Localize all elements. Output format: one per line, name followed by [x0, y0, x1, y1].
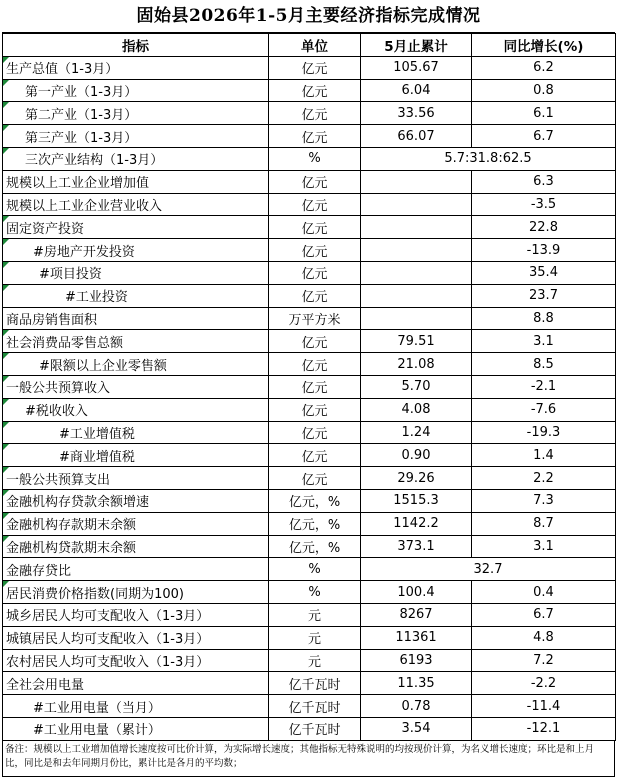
cell-unit[interactable]: 亿元	[269, 398, 361, 421]
cell-cumulative[interactable]: 11.35	[361, 672, 472, 695]
table-row	[3, 193, 616, 216]
table-row	[3, 672, 616, 695]
cell-cumulative[interactable]: 3.54	[361, 717, 472, 740]
cell-cumulative[interactable]	[361, 216, 472, 239]
cell-growth[interactable]: 23.7	[472, 284, 616, 307]
cell-unit[interactable]: 亿千瓦时	[269, 717, 361, 740]
cell-cumulative[interactable]: 0.90	[361, 444, 472, 467]
cell-growth[interactable]: 22.8	[472, 216, 616, 239]
cell-unit[interactable]: 亿元	[269, 102, 361, 125]
cell-growth[interactable]: 6.7	[472, 125, 616, 148]
table-row	[3, 284, 616, 307]
cell-cumulative[interactable]: 1.24	[361, 421, 472, 444]
footnote: 备注：规模以上工业增加值增长速度按可比价计算，为实际增长速度；其他指标无特殊说明的均按现价计算，为名义增长速度；环比是和上月比，同比是和去年同期月份比，累计比是各月的平均数；	[2, 741, 615, 777]
cell-indicator[interactable]: #房地产开发投资	[3, 239, 269, 262]
cell-growth[interactable]: 7.2	[472, 649, 616, 672]
table-row	[3, 512, 616, 535]
cell-indicator[interactable]: #工业投资	[3, 284, 269, 307]
table-row	[3, 626, 616, 649]
table-row	[3, 467, 616, 490]
spreadsheet	[2, 0, 615, 777]
cell-growth[interactable]: -2.1	[472, 375, 616, 398]
cell-growth[interactable]: 0.4	[472, 581, 616, 604]
table-row	[3, 375, 616, 398]
cell-unit[interactable]: 亿元	[269, 239, 361, 262]
cell-growth[interactable]: 1.4	[472, 444, 616, 467]
cell-growth[interactable]: -7.6	[472, 398, 616, 421]
cell-unit[interactable]: 亿元	[269, 330, 361, 353]
cell-cumulative[interactable]	[361, 170, 472, 193]
page-title: 固始县2026年1-5月主要经济指标完成情况	[2, 0, 615, 33]
header-growth: 同比增长(%)	[472, 34, 616, 57]
cell-indicator[interactable]: #税收收入	[3, 398, 269, 421]
table-row	[3, 239, 616, 262]
cell-cumulative[interactable]: 11361	[361, 626, 472, 649]
cell-cumulative[interactable]: 21.08	[361, 353, 472, 376]
cell-growth[interactable]: 6.3	[472, 170, 616, 193]
cell-unit[interactable]: %	[269, 558, 361, 581]
cell-growth[interactable]: -11.4	[472, 695, 616, 718]
table-row	[3, 649, 616, 672]
cell-indicator[interactable]: 居民消费价格指数(同期为100)	[3, 581, 269, 604]
cell-growth[interactable]: 6.7	[472, 603, 616, 626]
table-row	[3, 717, 616, 740]
cell-unit[interactable]: 亿元	[269, 261, 361, 284]
table-row	[3, 56, 616, 79]
cell-indicator[interactable]: 农村居民人均可支配收入（1-3月）	[3, 649, 269, 672]
cell-unit[interactable]: 亿元	[269, 444, 361, 467]
cell-unit[interactable]: 亿元	[269, 125, 361, 148]
table-row	[3, 398, 616, 421]
table-row	[3, 444, 616, 467]
cell-indicator[interactable]: 一般公共预算支出	[3, 467, 269, 490]
table-row	[3, 170, 616, 193]
cell-growth[interactable]: 3.1	[472, 330, 616, 353]
cell-cumulative[interactable]: 1142.2	[361, 512, 472, 535]
cell-indicator[interactable]: 全社会用电量	[3, 672, 269, 695]
table-row	[3, 603, 616, 626]
cell-cumulative[interactable]: 8267	[361, 603, 472, 626]
cell-unit[interactable]: 元	[269, 626, 361, 649]
cell-unit[interactable]: 亿元	[269, 353, 361, 376]
table-row	[3, 261, 616, 284]
table-row	[3, 330, 616, 353]
cell-cumulative[interactable]: 100.4	[361, 581, 472, 604]
cell-merged-value[interactable]: 32.7	[361, 558, 616, 581]
cell-indicator[interactable]: 金融机构贷款期末余额	[3, 535, 269, 558]
table-row	[3, 535, 616, 558]
cell-growth[interactable]: 0.8	[472, 79, 616, 102]
cell-unit[interactable]: 亿元	[269, 193, 361, 216]
cell-unit[interactable]: 亿元	[269, 170, 361, 193]
cell-indicator[interactable]: 社会消费品零售总额	[3, 330, 269, 353]
cell-cumulative[interactable]	[361, 193, 472, 216]
cell-indicator[interactable]: 第二产业（1-3月）	[3, 102, 269, 125]
cell-indicator[interactable]: 第一产业（1-3月）	[3, 79, 269, 102]
cell-cumulative[interactable]: 66.07	[361, 125, 472, 148]
cell-indicator[interactable]: 一般公共预算收入	[3, 375, 269, 398]
cell-indicator[interactable]: #限额以上企业零售额	[3, 353, 269, 376]
cell-indicator[interactable]: 规模以上工业企业增加值	[3, 170, 269, 193]
cell-unit[interactable]: 亿元	[269, 216, 361, 239]
cell-cumulative[interactable]: 33.56	[361, 102, 472, 125]
table-row	[3, 558, 616, 581]
header-cumulative: 5月止累计	[361, 34, 472, 57]
cell-unit[interactable]: 元	[269, 649, 361, 672]
cell-indicator[interactable]: 金融存贷比	[3, 558, 269, 581]
cell-indicator[interactable]: 第三产业（1-3月）	[3, 125, 269, 148]
cell-cumulative[interactable]: 6193	[361, 649, 472, 672]
cell-indicator[interactable]: #工业增值税	[3, 421, 269, 444]
cell-unit[interactable]: %	[269, 147, 361, 170]
cell-indicator[interactable]: 城镇居民人均可支配收入（1-3月）	[3, 626, 269, 649]
cell-cumulative[interactable]: 79.51	[361, 330, 472, 353]
cell-unit[interactable]: 亿元，%	[269, 512, 361, 535]
cell-growth[interactable]: 2.2	[472, 467, 616, 490]
cell-indicator[interactable]: 金融机构存款期末余额	[3, 512, 269, 535]
header-unit: 单位	[269, 34, 361, 57]
cell-unit[interactable]: 元	[269, 603, 361, 626]
cell-unit[interactable]: 万平方米	[269, 307, 361, 330]
cell-growth[interactable]: 8.7	[472, 512, 616, 535]
cell-cumulative[interactable]: 105.67	[361, 56, 472, 79]
table-row	[3, 695, 616, 718]
cell-unit[interactable]: 亿元，%	[269, 535, 361, 558]
cell-indicator[interactable]: #商业增值税	[3, 444, 269, 467]
cell-indicator[interactable]: 固定资产投资	[3, 216, 269, 239]
cell-indicator[interactable]: #项目投资	[3, 261, 269, 284]
cell-cumulative[interactable]: 6.04	[361, 79, 472, 102]
cell-unit[interactable]: 亿元	[269, 375, 361, 398]
table-row	[3, 489, 616, 512]
table-body	[3, 34, 616, 741]
cell-unit[interactable]: 亿元	[269, 79, 361, 102]
cell-cumulative[interactable]: 5.70	[361, 375, 472, 398]
cell-growth[interactable]: 4.8	[472, 626, 616, 649]
cell-cumulative[interactable]	[361, 261, 472, 284]
table-row	[3, 421, 616, 444]
cell-growth[interactable]: -3.5	[472, 193, 616, 216]
indicator-table	[2, 33, 616, 741]
cell-indicator[interactable]: #工业用电量（当月）	[3, 695, 269, 718]
cell-growth[interactable]: 6.2	[472, 56, 616, 79]
header-row	[3, 34, 616, 57]
cell-cumulative[interactable]	[361, 239, 472, 262]
cell-cumulative[interactable]: 29.26	[361, 467, 472, 490]
cell-cumulative[interactable]: 4.08	[361, 398, 472, 421]
cell-growth[interactable]: -12.1	[472, 717, 616, 740]
cell-growth[interactable]: 8.8	[472, 307, 616, 330]
cell-indicator[interactable]: 城乡居民人均可支配收入（1-3月）	[3, 603, 269, 626]
cell-unit[interactable]: 亿元	[269, 284, 361, 307]
cell-indicator[interactable]: 生产总值（1-3月）	[3, 56, 269, 79]
cell-growth[interactable]: 7.3	[472, 489, 616, 512]
cell-cumulative[interactable]: 1515.3	[361, 489, 472, 512]
cell-growth[interactable]: 35.4	[472, 261, 616, 284]
cell-indicator[interactable]: 商品房销售面积	[3, 307, 269, 330]
cell-unit[interactable]: 亿元	[269, 467, 361, 490]
table-row	[3, 216, 616, 239]
cell-growth[interactable]: 8.5	[472, 353, 616, 376]
cell-cumulative[interactable]: 0.78	[361, 695, 472, 718]
cell-growth[interactable]: 3.1	[472, 535, 616, 558]
cell-unit[interactable]: 亿元，%	[269, 489, 361, 512]
table-row	[3, 125, 616, 148]
cell-cumulative[interactable]: 373.1	[361, 535, 472, 558]
table-row	[3, 581, 616, 604]
table-row	[3, 102, 616, 125]
header-indicator: 指标	[3, 34, 269, 57]
table-row	[3, 79, 616, 102]
cell-unit[interactable]: 亿元	[269, 56, 361, 79]
cell-indicator[interactable]: #工业用电量（累计）	[3, 717, 269, 740]
table-row	[3, 353, 616, 376]
table-row	[3, 307, 616, 330]
cell-growth[interactable]: -19.3	[472, 421, 616, 444]
cell-indicator[interactable]: 金融机构存贷款余额增速	[3, 489, 269, 512]
cell-growth[interactable]: -13.9	[472, 239, 616, 262]
cell-unit[interactable]: 亿元	[269, 421, 361, 444]
cell-unit[interactable]: 亿千瓦时	[269, 695, 361, 718]
cell-growth[interactable]: -2.2	[472, 672, 616, 695]
cell-cumulative[interactable]	[361, 307, 472, 330]
table-row	[3, 147, 616, 170]
cell-indicator[interactable]: 规模以上工业企业营业收入	[3, 193, 269, 216]
cell-unit[interactable]: 亿千瓦时	[269, 672, 361, 695]
cell-indicator[interactable]: 三次产业结构（1-3月）	[3, 147, 269, 170]
cell-unit[interactable]: %	[269, 581, 361, 604]
cell-cumulative[interactable]	[361, 284, 472, 307]
cell-merged-value[interactable]: 5.7:31.8:62.5	[361, 147, 616, 170]
cell-growth[interactable]: 6.1	[472, 102, 616, 125]
